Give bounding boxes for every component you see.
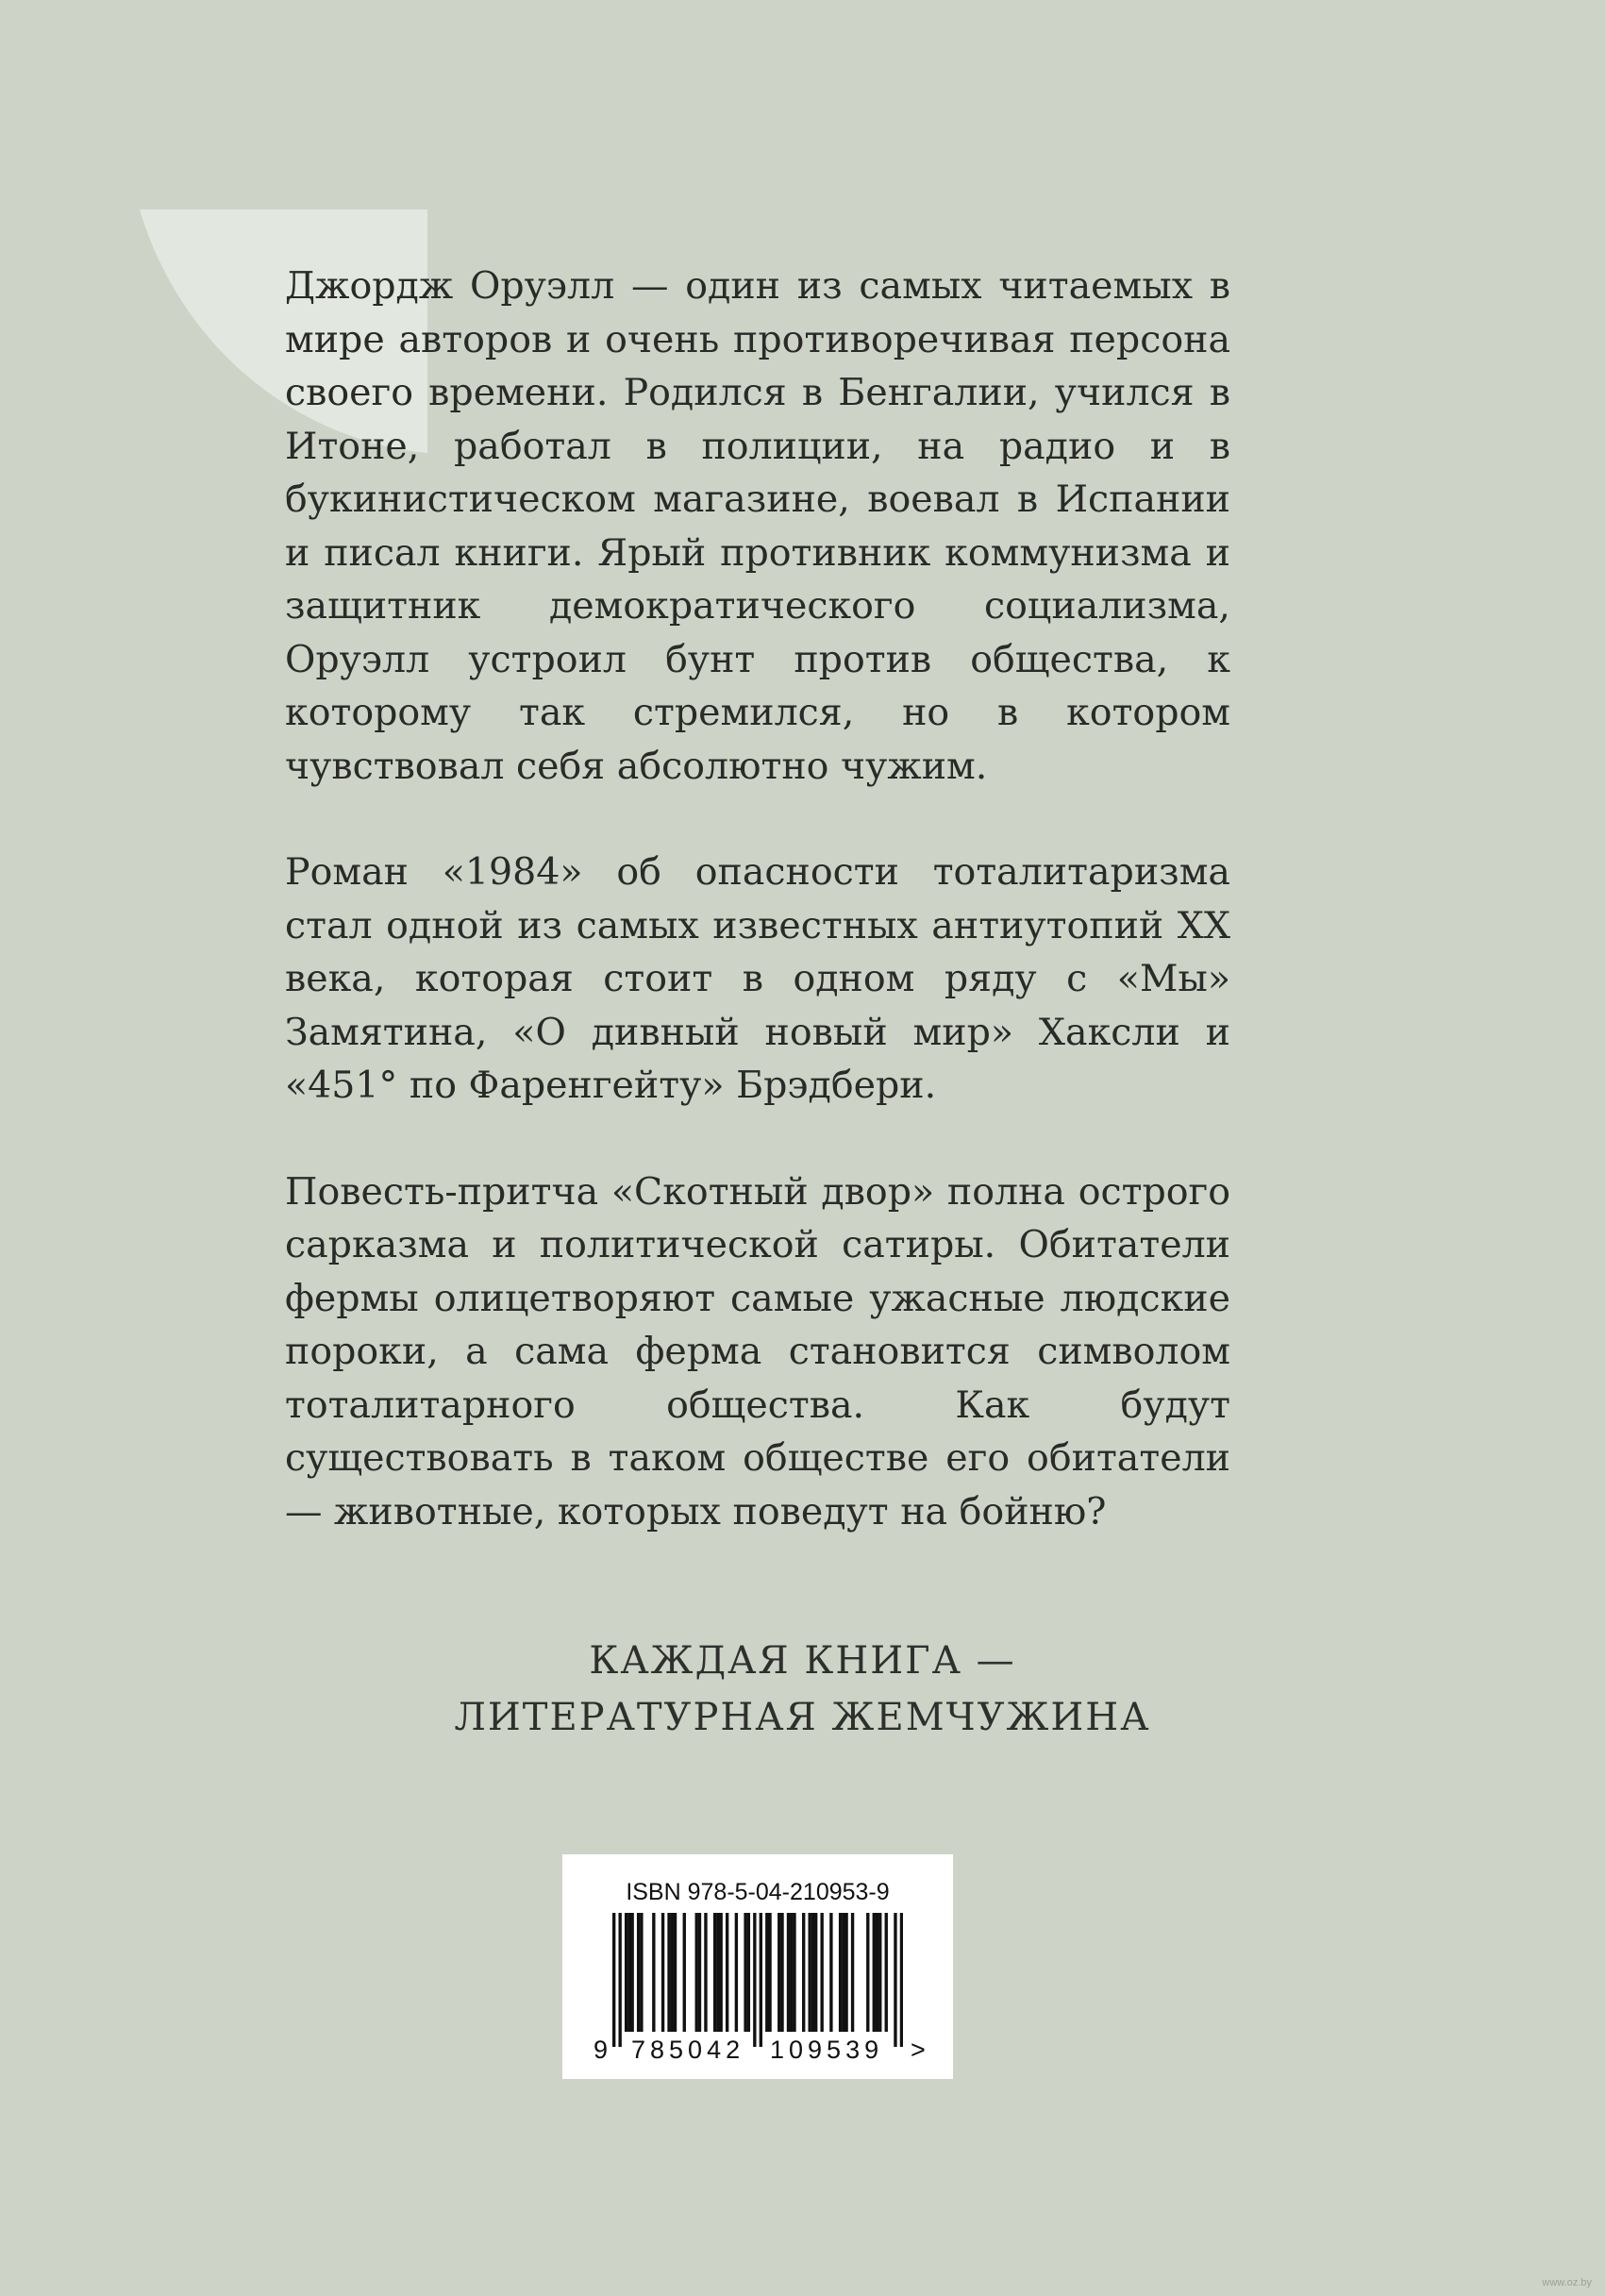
barcode-bar <box>667 1913 670 2032</box>
series-slogan <box>0 1633 1605 1746</box>
annotation-paragraph-animal-farm: Повесть-притча «Скотный двор» полна острого сарказма и политической сатиры. Обитатели фермы олицетворяют самые ужасные людские пороки, а сама ферма становится символом тоталитарного общества. Как будут существовать в таком обществе его обитатели — животные, которых поведут на бойню? <box>285 1169 1230 1533</box>
annotation-paragraph-1984: Роман «1984» об опасности тоталитаризма стал одной из самых известных антиутопий XX века, которая стоит в одном ряду с «Мы» Замятина, «О дивный новый мир» Хаксли и «451° по Фаренгейту» Брэдбери. <box>285 850 1230 1107</box>
barcode-bar <box>716 1913 719 2032</box>
barcode-bar <box>876 1913 878 2032</box>
isbn-label: ISBN 978-5-04-210953-9 <box>626 1879 890 1905</box>
barcode-bar <box>885 1913 888 2032</box>
barcode-bar <box>787 1913 790 2032</box>
barcode-bar <box>652 1913 655 2032</box>
barcode-bar <box>618 1913 621 2047</box>
barcode-bar <box>683 1913 686 2032</box>
barcode-bar <box>726 1913 728 2032</box>
barcode-bar <box>640 1913 643 2032</box>
barcode-bar <box>820 1913 823 2032</box>
barcode-bar <box>630 1913 633 2032</box>
barcode-bar <box>842 1913 844 2032</box>
barcode-digits-left: 785042 <box>631 2036 745 2064</box>
barcode-bar <box>671 1913 674 2032</box>
barcode-bar <box>661 1913 664 2032</box>
barcode-bar <box>735 1913 738 2032</box>
barcode-bar <box>719 1913 722 2032</box>
barcode-bar <box>900 1913 903 2047</box>
barcode-bar <box>894 1913 896 2047</box>
barcode-bar <box>790 1913 793 2032</box>
barcode-bar <box>704 1913 707 2032</box>
barcode-bar <box>873 1913 876 2032</box>
barcode-bar <box>625 1913 627 2032</box>
barcode-bar <box>713 1913 716 2032</box>
barcode-bar <box>695 1913 698 2032</box>
barcode-bar <box>851 1913 854 2032</box>
barcode-bar <box>698 1913 701 2032</box>
annotation-paragraph-author: Джордж Оруэлл — один из самых читаемых в мире авторов и очень противоречивая персона своего времени. Родился в Бенгалии, учился в Итоне, работал в полиции, на радио и в букинистическом магазине, воевал в Испании и писал книги. Ярый противник коммунизма и защитник демократического социализма, Оруэлл устроил бунт против общества, к которому так стремился, но в котором чувствовал себя абсолютно чужим. <box>285 264 1230 788</box>
barcode-bar <box>744 1913 746 2032</box>
barcode-digits-right: 109539 <box>770 2036 884 2064</box>
barcode-bar <box>829 1913 832 2032</box>
barcode-bar <box>753 1913 756 2047</box>
barcode-bar <box>777 1913 780 2032</box>
barcode-bar <box>674 1913 677 2032</box>
barcode-bar <box>814 1913 817 2032</box>
barcode-digit-first: 9 <box>594 2036 609 2064</box>
barcode-bar <box>760 1913 762 2047</box>
barcode-digits <box>594 2036 933 2068</box>
slogan-line-1: КАЖДАЯ КНИГА — <box>589 1639 1016 1683</box>
barcode-bar <box>839 1913 842 2032</box>
barcode-quiet-mark: > <box>911 2036 926 2064</box>
isbn-barcode-block <box>562 1854 953 2079</box>
barcode-bar <box>793 1913 795 2032</box>
barcode-bar <box>878 1913 881 2032</box>
barcode-bar <box>768 1913 771 2032</box>
barcode-bar <box>747 1913 750 2032</box>
slogan-line-2: ЛИТЕРАТУРНАЯ ЖЕМЧУЖИНА <box>454 1696 1151 1739</box>
barcode-bar <box>780 1913 783 2032</box>
barcode-bar <box>765 1913 768 2032</box>
barcode-bar <box>637 1913 640 2032</box>
barcode-bar <box>811 1913 814 2032</box>
barcode-bar <box>627 1913 630 2032</box>
barcode-bar <box>866 1913 869 2032</box>
book-annotation <box>285 260 1230 1538</box>
barcode-bar <box>802 1913 805 2032</box>
barcode-bar <box>844 1913 847 2032</box>
barcode-bars <box>612 1913 903 2047</box>
watermark: www.oz.by <box>1542 2277 1592 2288</box>
barcode-bar <box>808 1913 811 2032</box>
barcode-bar <box>612 1913 615 2047</box>
